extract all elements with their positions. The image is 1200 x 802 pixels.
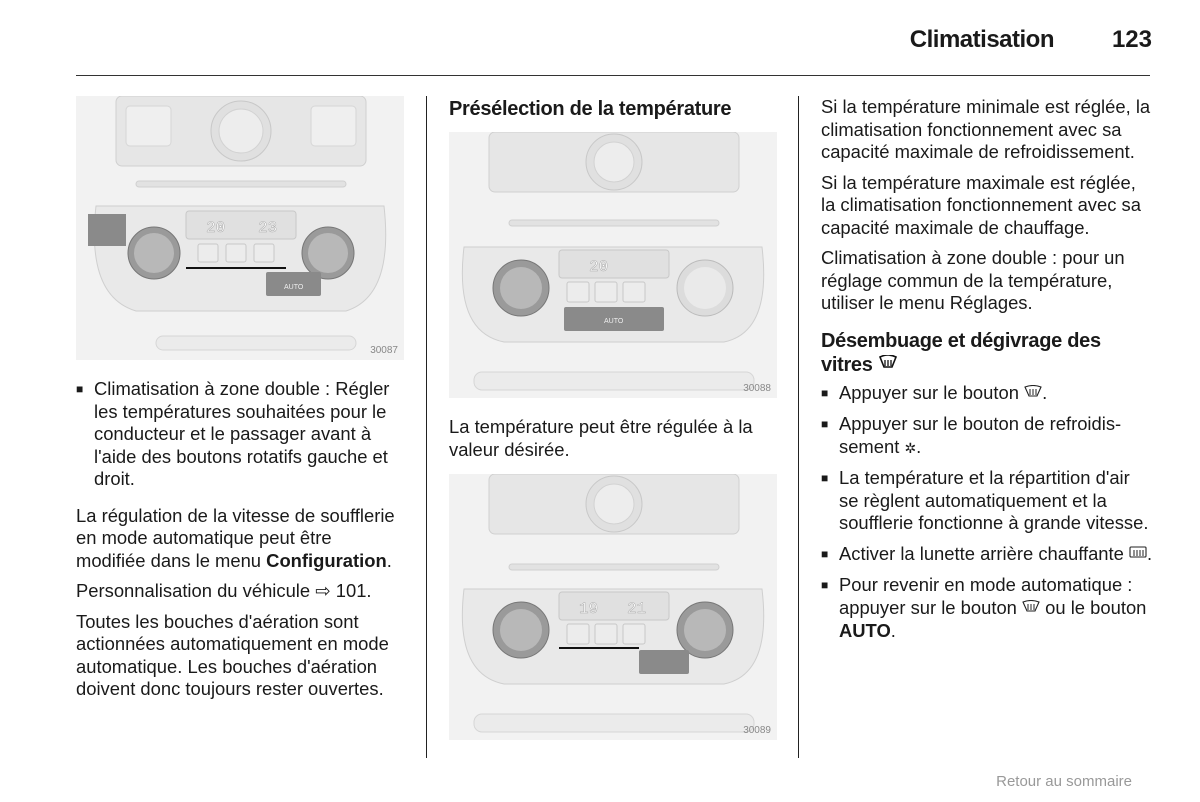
- defrost-icon: [1022, 598, 1040, 621]
- paragraph: Si la température maximale est réglée, la climatisation fonctionnement avec sa capacité maximale de chauffage.: [821, 171, 1141, 238]
- ac-snowflake-icon: ✲: [904, 439, 917, 456]
- bullet-text: Pour revenir en mode automatique : appuyer sur le bouton: [839, 574, 1133, 618]
- paragraph-text: La régulation de la vitesse de soufflerie en mode automatique peut être modifiée dans le menu: [76, 504, 395, 571]
- page-section-title: Climatisation: [909, 26, 1054, 53]
- page-number: 123: [1111, 26, 1152, 53]
- right-column-text: [821, 96, 1153, 651]
- defrost-icon: [878, 354, 898, 378]
- left-column-text: [76, 378, 406, 709]
- temp-display: 20: [589, 258, 609, 276]
- temp-display-left: 20: [206, 219, 226, 237]
- menu-name: Configuration: [266, 549, 387, 571]
- climate-panel-drawing: [449, 474, 777, 740]
- climate-panel-illustration-3: [449, 474, 777, 740]
- figure-number: 30087: [370, 345, 398, 356]
- figure-number: 30088: [743, 383, 771, 394]
- back-to-contents-link[interactable]: Retour au sommaire: [996, 773, 1132, 790]
- bullet-text: ou le bouton: [1045, 596, 1147, 618]
- climate-panel-illustration-2: [449, 132, 777, 398]
- figure-number: 30089: [743, 725, 771, 736]
- temp-display-right: 21: [627, 600, 647, 618]
- middle-paragraph: La température peut être régulée à la valeur désirée.: [449, 416, 753, 460]
- section-heading: [821, 329, 1153, 378]
- paragraph: Climatisation à zone double : pour un réglage commun de la température, utiliser le menu Réglages.: [821, 247, 1125, 313]
- paragraph-end: .: [386, 549, 392, 571]
- auto-button-label: AUTO: [839, 620, 891, 641]
- temp-display-left: 19: [579, 600, 599, 618]
- list-item: ■ Appuyer sur le bouton .: [821, 382, 1153, 406]
- bullet-text: Appuyer sur le bouton de refroidissement: [839, 413, 1122, 457]
- rear-window-icon: [1129, 544, 1147, 567]
- bullet-text: La température et la répartition d'air se règlent automatiquement et la soufflerie fonctionne à grande vitesse.: [839, 467, 1149, 533]
- climate-panel-illustration-1: [76, 96, 404, 360]
- list-item: ■ La température et la répartition d'air se règlent automatiquement et la soufflerie fonctionne à grande vitesse.: [821, 467, 1153, 535]
- list-item: ■ Activer la lunette arrière chauffante .: [821, 543, 1153, 567]
- climate-panel-drawing: [449, 132, 777, 398]
- paragraph: Toutes les bouches d'aération sont actionnées automatiquement en mode automatique. Les bouches d'aération doivent donc toujours rester ouvertes.: [76, 610, 389, 699]
- column-divider-right: [798, 96, 799, 758]
- column-divider-left: [426, 96, 427, 758]
- temp-display-right: 23: [258, 219, 278, 237]
- section-heading-text: Désembuage et dégivrage des vitres: [821, 329, 1101, 376]
- bullet-text: Activer la lunette arrière chauffante: [839, 542, 1124, 564]
- cross-reference[interactable]: Personnalisation du véhicule ⇨ 101.: [76, 580, 372, 601]
- bullet-text: Climatisation à zone double : Régler les températures souhaitées pour le conducteur et le passager avant à l'aide des boutons rotatifs gauche et droit.: [94, 378, 390, 489]
- svg-text:AUTO: AUTO: [604, 318, 624, 325]
- paragraph: [76, 505, 406, 573]
- defrost-icon: [1024, 383, 1042, 406]
- bullet-text: Appuyer sur le bouton: [839, 381, 1019, 403]
- list-item: [76, 378, 406, 491]
- paragraph: Si la température minimale est réglée, la climatisation fonctionnement avec sa capacité maximale de refroidissement.: [821, 96, 1151, 162]
- svg-text:AUTO: AUTO: [284, 284, 304, 291]
- list-item: ■ Appuyer sur le bouton de refroidissement ✲.: [821, 413, 1153, 459]
- bullet-square: ■: [76, 382, 84, 396]
- header-rule: [76, 75, 1150, 76]
- section-heading: Présélection de la température: [449, 98, 732, 120]
- list-item: ■ Pour revenir en mode automatique : appuyer sur le bouton ou le bouton AUTO.: [821, 574, 1147, 641]
- climate-panel-drawing: [76, 96, 404, 360]
